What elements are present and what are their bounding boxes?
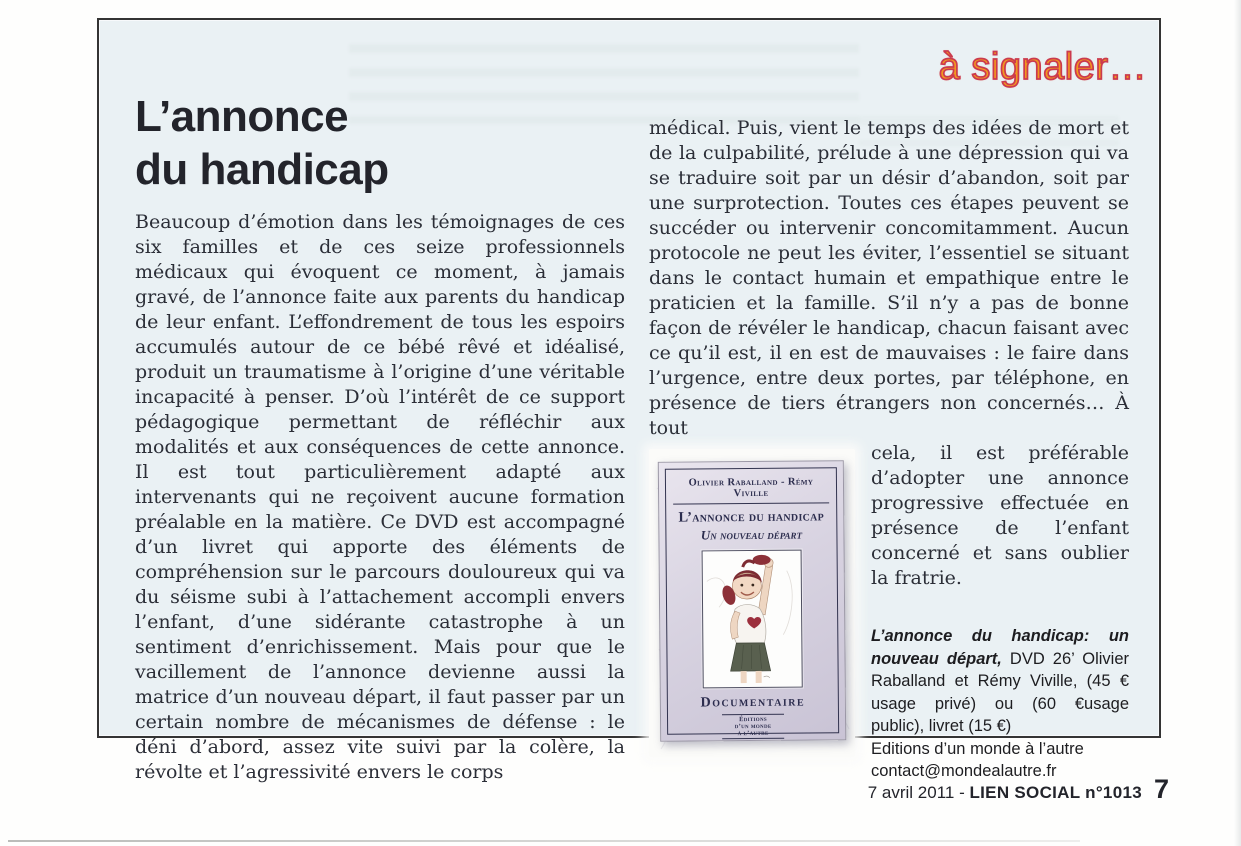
article-title-line1: L’annonce	[135, 92, 349, 141]
footer-date: 7 avril 2011 -	[867, 783, 970, 802]
article-paragraph-right-wrap: cela, il est préférable d’adopter une annonce progressive effectuée en présence de l’enfant concerné et sans oublier la fratrie.	[871, 442, 1129, 589]
dvd-cover-illustration	[702, 550, 803, 689]
article-paragraph-right-top: médical. Puis, vient le temps des idées de mort et de la culpabilité, prélude à une dépression qui va se traduire soit par un désir d’abandon, soit par une surprotection. Toutes ces étapes peuvent se succéder ou intervenir concomitamment. Aucun protocole ne peut les éviter, l’essentiel se situant dans le contact humain et empathique entre le praticien et la famille. S’il n’y a pas de bonne façon de révéler le handicap, chacun faisant avec ce qu’il est, il en est de mauvaises : le faire dans l’urgence, entre deux portes, par téléphone, en présence de tiers étrangers non concernés… À tout	[649, 117, 1129, 439]
dvd-caption-publisher: Editions d’un monde à l’autre	[871, 739, 1084, 758]
publisher-logo	[722, 714, 784, 740]
publisher-logo-line3: à l’autre	[737, 729, 769, 738]
article-panel	[97, 18, 1161, 783]
publisher-logo-line1: Éditions	[739, 715, 767, 724]
article-content	[135, 90, 1129, 785]
dvd-caption-title: L’annonce du handicap: un nouveau départ,	[871, 627, 1129, 668]
dvd-cover-authors: Olivier Raballand - Rémy Viville	[673, 476, 829, 504]
footer-journal-name: LIEN SOCIAL n°1013	[969, 783, 1142, 802]
article-column-left	[135, 90, 625, 785]
dvd-cover-genre: Documentaire	[700, 694, 806, 711]
article-paragraph-left: Beaucoup d’émotion dans les témoignages de ces six familles et de ces seize professionnels médicaux qui évoquent ce moment, à jamais gravé, de l’annonce faite aux parents du handicap de leur enfant. L’effondrement de tous les espoirs accumulés autour de ce bébé rêvé et idéalisé, produit un traumatisme à l’origine d’une véritable incapacité à penser. D’où l’intérêt de ce support pédagogique permettant de réfléchir aux modalités et aux conséquences de cette annonce. Il est tout particulièrement adapté aux intervenants qui ne reçoivent aucune formation préalable en la matière. Ce DVD est accompagné d’un livret qui apporte des éléments de compréhension sur le parcours douloureux qui va du séisme subi à l’attachement accompli envers l’enfant, d’une sidérante catastrophe à un sentiment d’enrichissement. Mais pour que le vacillement de l’annonce devienne aussi la matrice d’un nouveau départ, il faut passer par un certain nombre de mécanismes de défense : le déni d’abord, assez vite suivi par la colère, la révolte et l’agressivité envers le corps	[135, 211, 625, 783]
publisher-logo-line2: d’un monde	[734, 722, 772, 731]
article-column-right	[649, 90, 1129, 785]
footer-page-number: 7	[1153, 774, 1169, 804]
dvd-caption-details: DVD 26’ Olivier Raballand et Rémy Viville, (45 € usage privé) ou (60 €usage public), livret (15 €)	[871, 649, 1129, 735]
dvd-cover	[658, 460, 846, 742]
dvd-caption-email: contact@mondealautre.fr	[871, 762, 1057, 780]
dvd-cover-subtitle: Un nouveau départ	[700, 526, 803, 543]
page-footer	[0, 774, 1169, 805]
section-label: à signaler…	[938, 46, 1147, 88]
dvd-cover-title: L’annonce du handicap	[678, 508, 825, 526]
scan-edge-artifact	[8, 840, 1080, 842]
article-title-line2: du handicap	[135, 145, 389, 194]
article-title	[135, 90, 625, 196]
dvd-cover-figure	[649, 449, 855, 757]
scan-edge-shading	[1234, 0, 1241, 846]
